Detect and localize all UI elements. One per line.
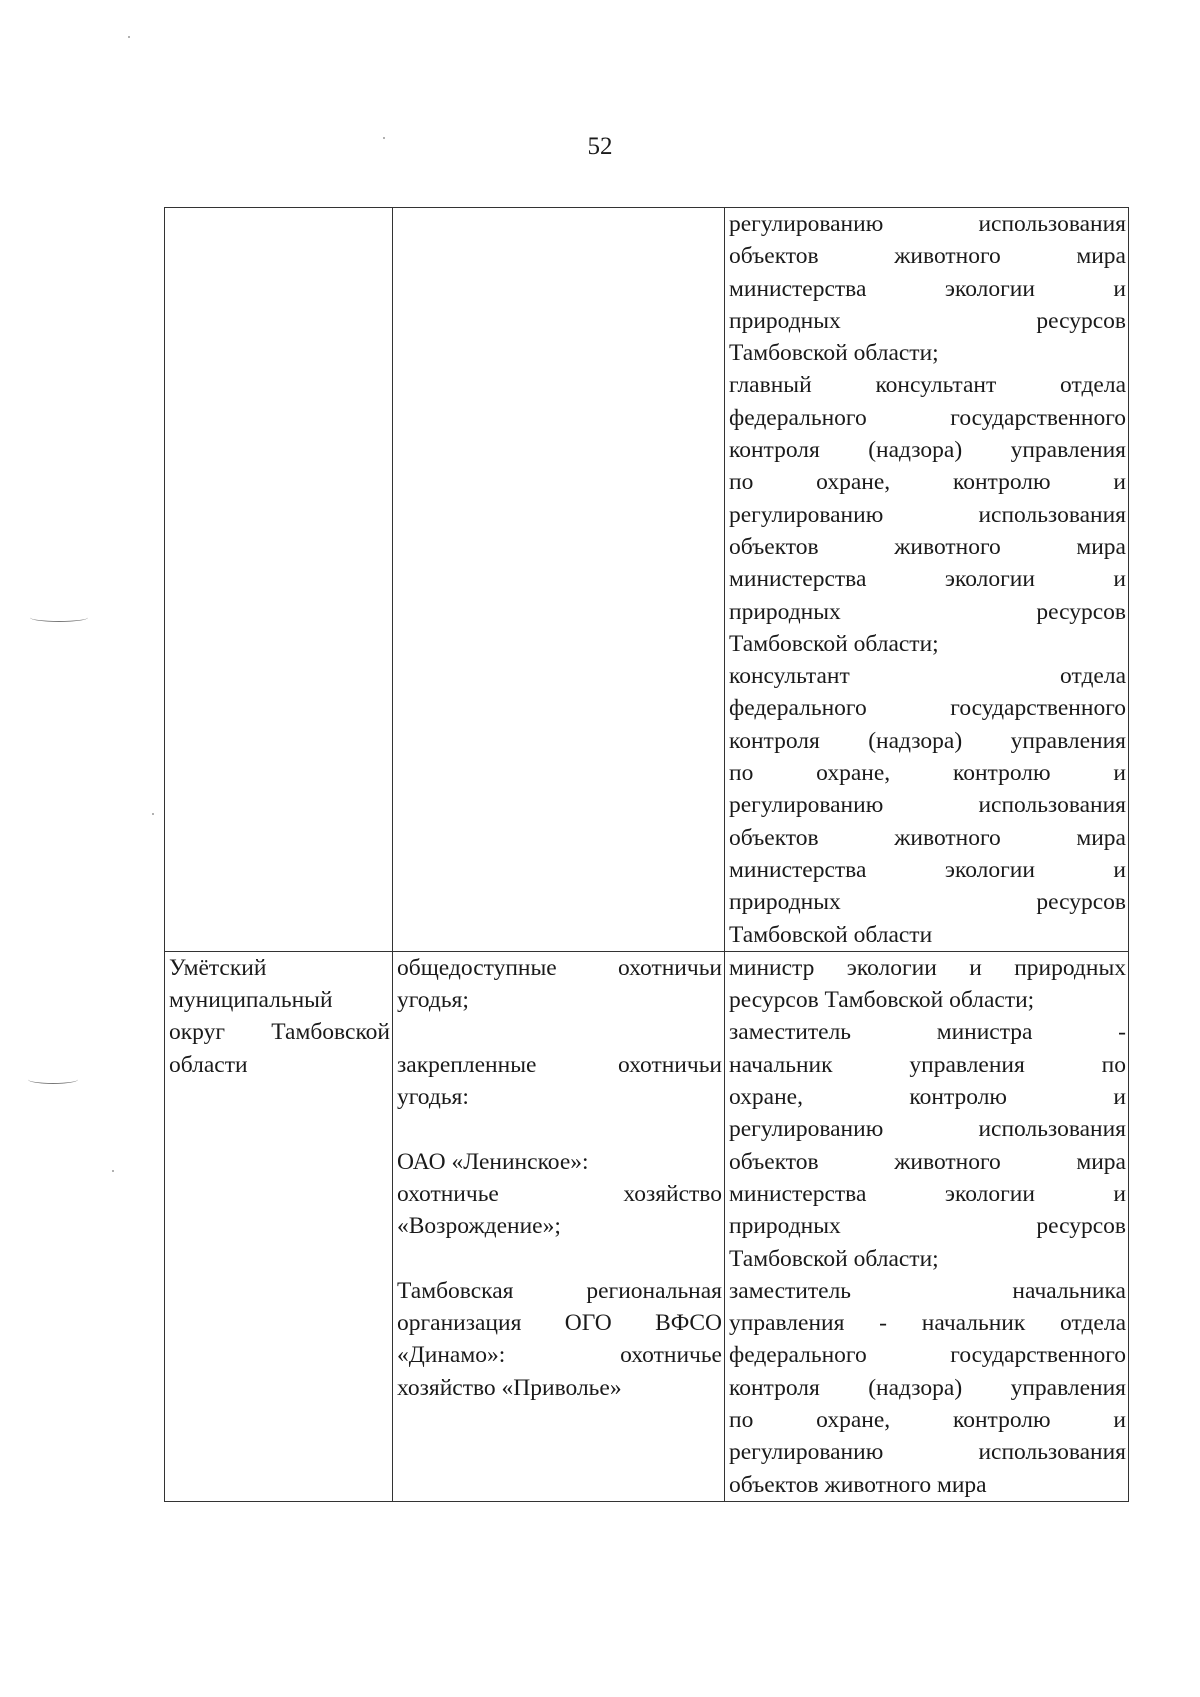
text-line: объектов животного мира [729,1471,987,1498]
text-line: угодья: [397,1084,469,1111]
table-cell-officials [725,208,1129,952]
paragraph-gap [397,1113,722,1145]
text-line: министерства экологии и [729,566,1126,593]
text-line: по охране, контролю и [729,469,1126,496]
text-line: закрепленные охотничьи [397,1051,722,1078]
text-line: контроля (надзора) управления [729,1374,1126,1401]
scan-artifact-dot [112,1170,114,1172]
text-line: области [169,1051,248,1078]
text-line: Тамбовской области; [729,630,939,657]
text-line: контроля (надзора) управления [729,727,1126,754]
text-line: «Динамо»: охотничье [397,1342,722,1369]
text-line: федерального государственного [729,404,1126,431]
text-line: объектов животного мира [729,1148,1126,1175]
text-line: заместитель начальника [729,1277,1126,1304]
table-row [165,951,1129,1501]
table-cell-hunting-grounds [393,208,725,952]
text-line: регулированию использования [729,211,1126,237]
document-table [164,207,1129,1502]
text-line: организация ОГО ВФСО [397,1310,722,1337]
text-line: охотничье хозяйство [397,1180,722,1207]
text-line: регулированию использования [729,792,1126,819]
table-cell-hunting-grounds [393,951,725,1501]
text-line: по охране, контролю и [729,760,1126,787]
text-line: объектов животного мира [729,533,1126,560]
text-line: главный консультант отдела [729,372,1126,399]
text-line: природных ресурсов [729,1213,1126,1240]
text-line: начальник управления по [729,1051,1126,1078]
text-line: федерального государственного [729,695,1126,722]
scan-artifact-dot [152,813,154,815]
page-number: 52 [587,133,613,160]
text-line: регулированию использования [729,501,1126,528]
text-line: хозяйство «Приволье» [397,1374,622,1401]
text-line: Тамбовской области [729,921,933,948]
text-line: объектов животного мира [729,243,1126,270]
text-line: ресурсов Тамбовской области; [729,987,1035,1014]
text-line: министерства экологии и [729,856,1126,883]
scan-artifact-dot [383,137,385,139]
text-line: управления - начальник отдела [729,1310,1126,1337]
scan-artifact-dot [128,36,130,38]
text-line: министр экологии и природных [729,954,1126,981]
text-line: ОАО «Ленинское»: [397,1148,589,1175]
table-cell-district [165,208,393,952]
text-line: округ Тамбовской [169,1019,390,1046]
text-line: министерства экологии и [729,1180,1126,1207]
table-cell-district [165,951,393,1501]
table-cell-officials [725,951,1129,1501]
text-line: Тамбовской области; [729,340,939,367]
text-line: природных ресурсов [729,598,1126,625]
text-line: объектов животного мира [729,824,1126,851]
text-line: природных ресурсов [729,889,1126,916]
text-line: регулированию использования [729,1439,1126,1466]
text-line: консультант отдела [729,663,1126,690]
text-line: федерального государственного [729,1342,1126,1369]
table-row [165,208,1129,952]
text-line: контроля (надзора) управления [729,437,1126,464]
text-line: охране, контролю и [729,1084,1126,1111]
scan-artifact-mark [28,1075,78,1084]
text-line: заместитель министра - [729,1019,1126,1046]
text-line: министерства экологии и [729,275,1126,302]
text-line: муниципальный [169,987,333,1014]
scan-artifact-mark [30,613,88,622]
text-line: природных ресурсов [729,307,1126,334]
text-line: общедоступные охотничьи [397,954,722,981]
text-line: угодья; [397,987,469,1014]
text-line: «Возрождение»; [397,1213,561,1240]
paragraph-gap [397,1016,722,1048]
text-line: Умётский [169,954,267,981]
text-line: Тамбовская региональная [397,1277,722,1304]
text-line: Тамбовской области; [729,1245,939,1272]
paragraph-gap [397,1243,722,1275]
text-line: регулированию использования [729,1116,1126,1143]
text-line: по охране, контролю и [729,1406,1126,1433]
